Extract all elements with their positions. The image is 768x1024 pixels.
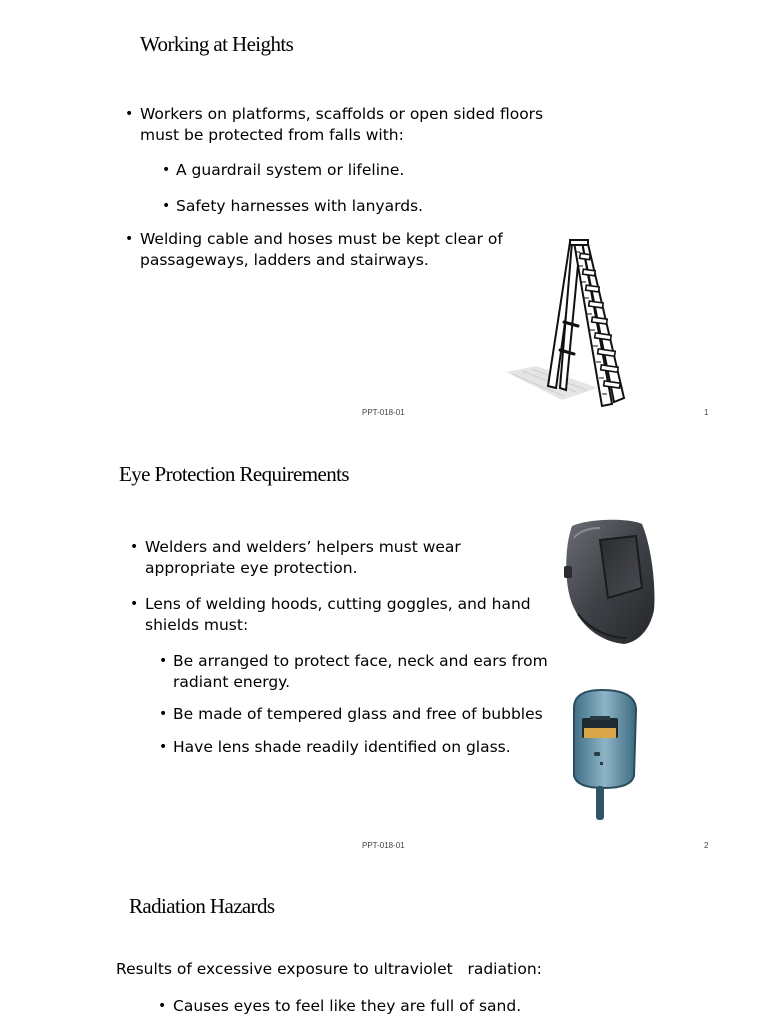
- footer-code: PPT-018-01: [362, 408, 405, 417]
- bullet-item: • Welders and welders’ helpers must wear appropriate eye protection.: [145, 537, 555, 578]
- bullet-list: [145, 537, 555, 757]
- slide-title: Radiation Hazards: [129, 894, 275, 918]
- slide-working-at-heights: [0, 0, 768, 432]
- slide-title: Eye Protection Requirements: [119, 462, 349, 486]
- intro-text: Results of excessive exposure to ultraviolet radiation:: [116, 960, 542, 978]
- slide-radiation-hazards: [0, 864, 768, 1024]
- bullet-item: • Lens of welding hoods, cutting goggles, and hand shields must:: [145, 594, 555, 635]
- welding-hand-shield-icon: [566, 688, 642, 824]
- sub-bullet-item: • Be arranged to protect face, neck and ears from radiant energy.: [173, 651, 555, 692]
- sub-bullet-item: • Be made of tempered glass and free of bubbles: [173, 704, 555, 725]
- bullet-list: [140, 104, 560, 270]
- sub-bullet-item: • A guardrail system or lifeline.: [176, 160, 560, 181]
- page-number: 2: [704, 841, 709, 850]
- sub-bullet-item: • Have lens shade readily identified on glass.: [173, 737, 555, 758]
- slide-title: Working at Heights: [140, 32, 294, 56]
- bullet-item: • Workers on platforms, scaffolds or open sided floors must be protected from falls with:: [140, 104, 560, 145]
- sub-bullet-item: • Safety harnesses with lanyards.: [176, 196, 560, 217]
- bullet-list: [173, 996, 593, 1017]
- slide-eye-protection: [0, 432, 768, 864]
- ladder-icon: [500, 238, 640, 410]
- bullet-item: • Welding cable and hoses must be kept clear of passageways, ladders and stairways.: [140, 229, 560, 270]
- page-number: 1: [704, 408, 709, 417]
- bullet-item: • Causes eyes to feel like they are full of sand.: [173, 996, 593, 1017]
- welding-helmet-icon: [560, 518, 660, 646]
- footer-code: PPT-018-01: [362, 841, 405, 850]
